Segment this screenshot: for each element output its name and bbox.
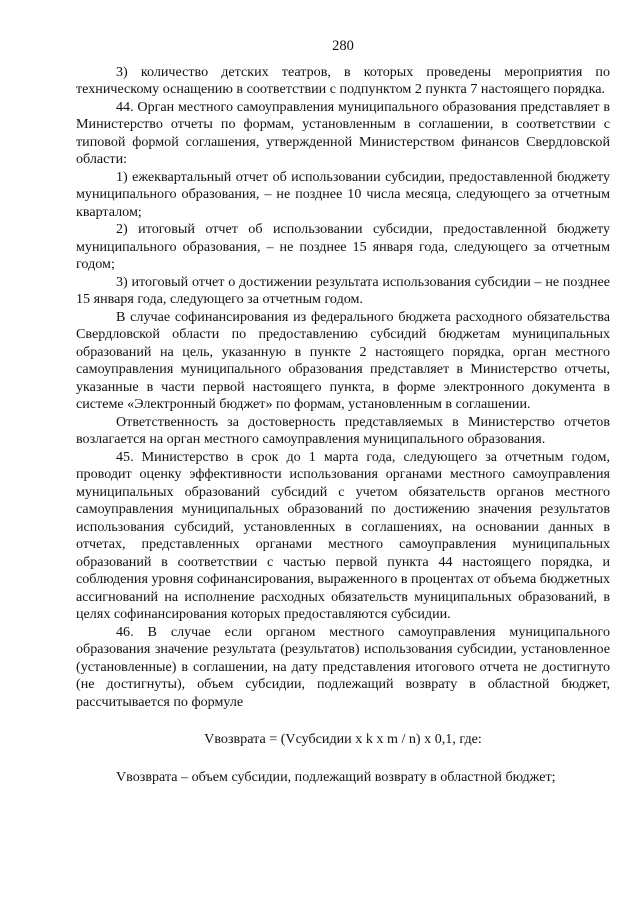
paragraph-result-report: 3) итоговый отчет о достижении результата использования субсидии – не позднее 15 января года, следующего за отчетным годом. [76,273,610,307]
paragraph-item-3-theatres: 3) количество детских театров, в которых проведены мероприятия по техническому оснащению в соответствии с подпунктом 2 пункта 7 настоящего порядка. [76,63,610,97]
page-number: 280 [332,38,354,54]
paragraph-responsibility: Ответственность за достоверность представляемых в Министерство отчетов возлагается на орган местного самоуправления муниципального образования. [76,413,610,447]
paragraph-clause-44: 44. Орган местного самоуправления муниципального образования представляет в Министерство отчеты по формам, установленным в соглашении, в соответствии с типовой формой соглашения, утвержденной Министерством финансов Свердловской области: [76,98,610,167]
paragraph-formula-definition: Vвозврата – объем субсидии, подлежащий возврату в областной бюджет; [116,768,556,785]
refund-formula: Vвозврата = (Vсубсидии x k x m / n) x 0,1, где: [204,731,482,747]
paragraph-final-report: 2) итоговый отчет об использовании субсидии, предоставленной бюджету муниципального образования, – не позднее 15 января года, следующего за отчетным годом; [76,221,610,272]
paragraph-clause-45: 45. Министерство в срок до 1 марта года, следующего за отчетным годом, проводит оценку эффективности использования органами местного самоуправления муниципальных образований субсидий с учетом обязательств органов местного самоуправления муниципальных образований по достижению значения результатов использования субсидий, установленных в соглашениях, на основании данных в отчетах, представленных органами местного самоуправления муниципальных образований в соответствии с частью первой пункта 44 настоящего порядка, и соблюдения уровня софинансирования, выраженного в процентах от объема бюджетных ассигнований на исполнение расходных обязательств муниципальных образований, в целях софинансирования которых предоставляются субсидии. [76,448,610,622]
paragraph-clause-46: 46. В случае если органом местного самоуправления муниципального образования значение результата (результатов) использования субсидии, установленное (установленные) в соглашении, на дату представления итогового отчета не достигнуто (не достигнуты), объем субсидии, подлежащий возврату в областной бюджет, рассчитывается по формуле [76,623,610,710]
paragraph-federal-cofinancing: В случае софинансирования из федерального бюджета расходного обязательства Свердловской области по предоставлению субсидий бюджетам муниципальных образований на цель, указанную в пункте 2 настоящего порядка, орган местного самоуправления муниципального образования представляет в Министерство отчеты, указанные в части первой настоящего пункта, в форме электронного документа в системе «Электронный бюджет» по формам, установленным в соглашении. [76,308,610,412]
paragraph-quarterly-report: 1) ежеквартальный отчет об использовании субсидии, предоставленной бюджету муниципального образования, – не позднее 10 числа месяца, следующего за отчетным кварталом; [76,168,610,220]
